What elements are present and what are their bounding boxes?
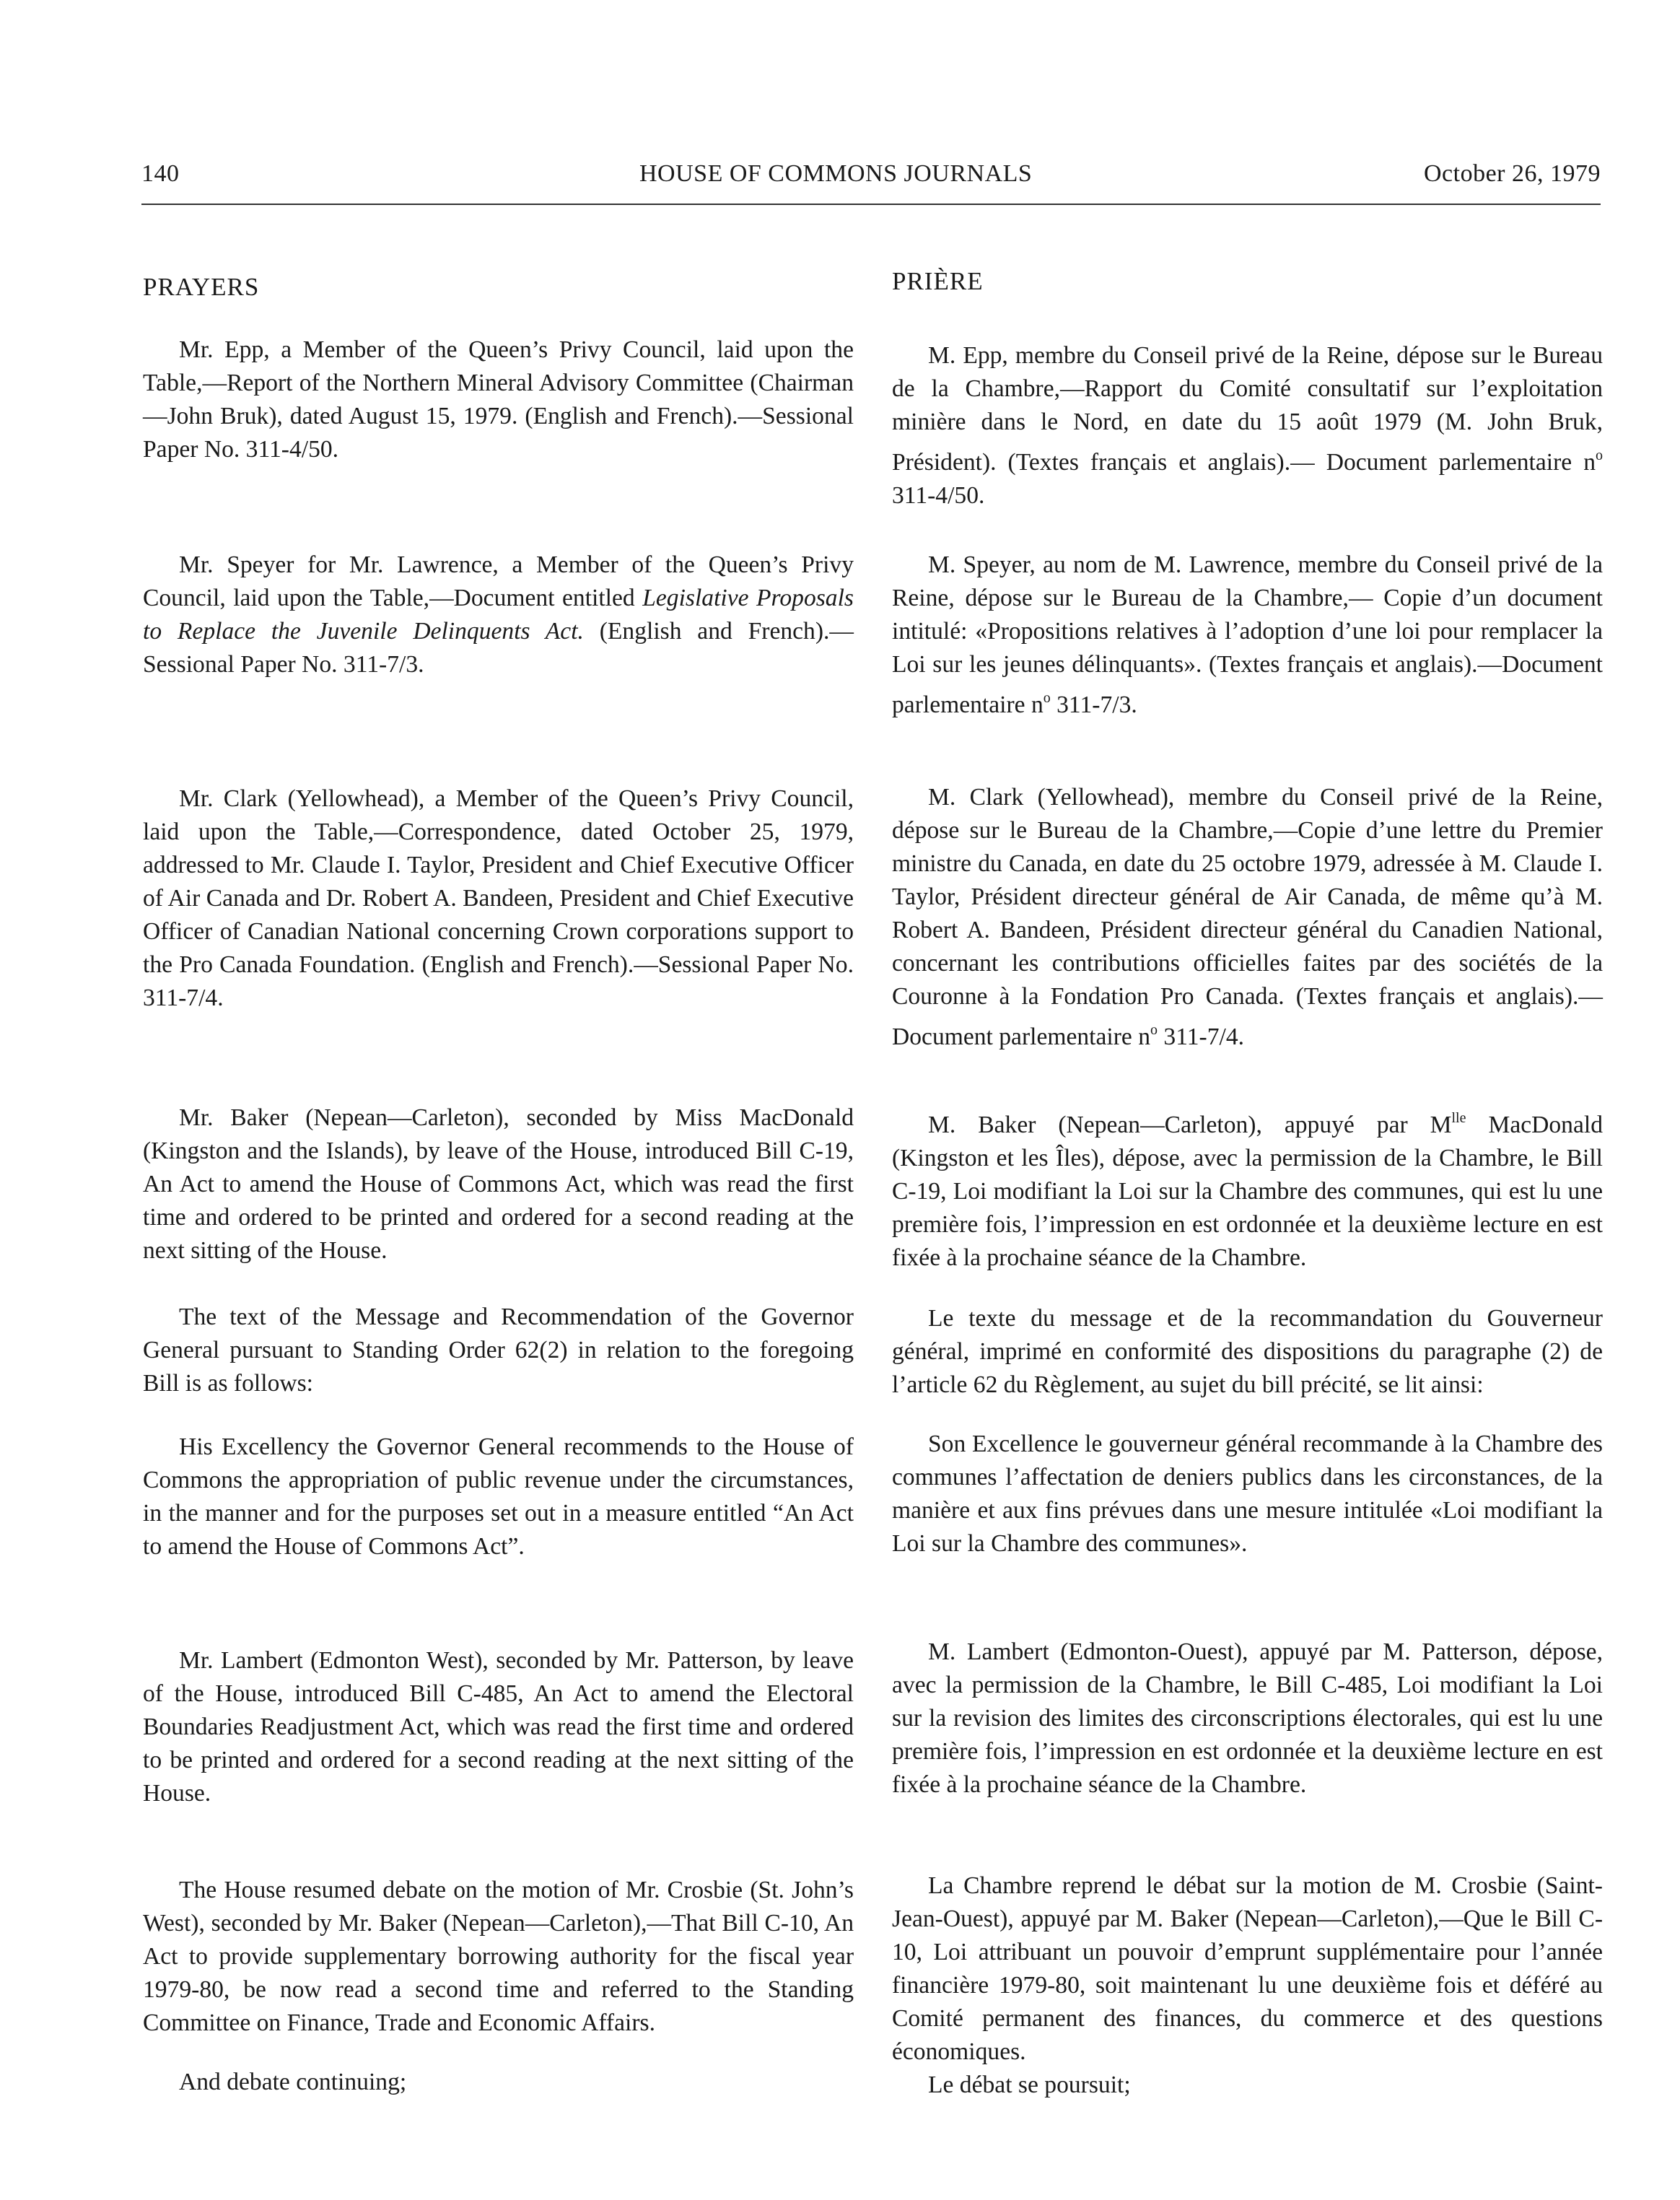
epp-fr-superscript: o (1596, 448, 1603, 463)
speyer-en-document-title: Legislative Proposals to Replace the Juvenile Delinquents Act. (143, 585, 854, 645)
entry-speyer-fr (892, 549, 1603, 722)
baker-fr-text-b: MacDonald (Kingston et les Îles), dépose, avec la permission de la Chambre, le Bill C-19, Loi modifiant la Loi sur la Chambre des communes, qui est lu une première fois, l’impression en est ordonnée et la deuxième lecture en est fixée à la prochaine séance de la Chambre. (892, 1112, 1603, 1271)
entry-clark-en: Mr. Clark (Yellowhead), a Member of the Queen’s Privy Council, laid upon the Table,—Correspondence, dated October 25, 1979, addressed to Mr. Claude I. Taylor, President and Chief Executive Officer of Air Canada and Dr. Robert A. Bandeen, President and Chief Executive Officer of Canadian National concerning Crown corporations support to the Pro Canada Foundation. (English and French).—Sessional Paper No. 311-7/4. (143, 785, 854, 1011)
debate-continuing-fr: Le débat se poursuit; (928, 2072, 1131, 2098)
entry-baker-fr (892, 1101, 1603, 1275)
entry-clark-fr (892, 781, 1603, 1054)
journal-title: HOUSE OF COMMONS JOURNALS (639, 160, 1033, 187)
epp-fr-text-b: 311-4/50. (892, 482, 985, 509)
baker-fr-text-a: M. Baker (Nepean—Carleton), appuyé par M (928, 1112, 1452, 1138)
heading-prayers: PRAYERS (143, 273, 260, 301)
entry-lambert-en: Mr. Lambert (Edmonton West), seconded by Mr. Patterson, by leave of the House, introduced Bill C-485, An Act to amend the Electoral Boundaries Readjustment Act, which was read the first time and ordered to be printed and ordered for a second reading at the next sitting of the House. (143, 1647, 854, 1807)
heading-priere: PRIÈRE (892, 267, 984, 295)
speyer-fr-text-b: 311-7/3. (1050, 691, 1137, 718)
message-text-en: His Excellency the Governor General recommends to the House of Commons the appropriation of public revenue under the circumstances, in the manner and for the purposes set out in a measure entitled “An Act to amend the House of Commons Act”. (143, 1433, 854, 1560)
speyer-fr-superscript: o (1043, 690, 1051, 706)
baker-fr-superscript: lle (1451, 1110, 1466, 1126)
entry-lambert-fr: M. Lambert (Edmonton-Ouest), appuyé par M. Patterson, dépose, avec la permission de la Chambre, le Bill C-485, Loi modifiant la Loi sur la revision des limites des circonscriptions électorales, qui est lu une première fois, l’impression en est ordonnée et la deuxième lecture en est fixée à la prochaine séance de la Chambre. (892, 1638, 1603, 1798)
clark-fr-text-a: M. Clark (Yellowhead), membre du Conseil privé de la Reine, dépose sur le Bureau de la Chambre,—Copie d’une lettre du Premier ministre du Canada, en date du 25 octobre 1979, adressée à M. Claude I. Taylor, Président directeur général de Air Canada, de même qu’à M. Robert A. Bandeen, Président directeur général du Canadien National, concernant les contributions officielles faites par des sociétés de la Couronne à la Fondation Pro Canada. (Textes français et anglais).—Document parlementaire n (892, 784, 1603, 1050)
entry-baker-en: Mr. Baker (Nepean—Carleton), seconded by Miss MacDonald (Kingston and the Islands), by leave of the House, introduced Bill C-19, An Act to amend the House of Commons Act, which was read the first time and ordered to be printed and ordered for a second reading at the next sitting of the House. (143, 1104, 854, 1264)
message-intro-fr: Le texte du message et de la recommandation du Gouverneur général, imprimé en conformité des dispositions du paragraphe (2) de l’article 62 du Règlement, au sujet du bill précité, se lit ainsi: (892, 1305, 1603, 1398)
entry-speyer-en (143, 549, 854, 681)
page-header (141, 160, 1601, 205)
entry-epp-fr (892, 339, 1603, 512)
journal-date: October 26, 1979 (1423, 160, 1601, 187)
speyer-en-text-a: Mr. Speyer for Mr. Lawrence, a Member of the Queen’s Privy Council, laid upon the Table,—Document entitled (143, 551, 854, 611)
clark-fr-superscript: o (1150, 1022, 1158, 1038)
message-intro-en: The text of the Message and Recommendation of the Governor General pursuant to Standing Order 62(2) in relation to the foregoing Bill is as follows: (143, 1304, 854, 1397)
entry-debate-en: The House resumed debate on the motion of Mr. Crosbie (St. John’s West), seconded by Mr. Baker (Nepean—Carleton),—That Bill C-10, An Act to provide supplementary borrowing authority for the fiscal year 1979-80, be now read a second time and referred to the Standing Committee on Finance, Trade and Economic Affairs. (143, 1877, 854, 2036)
entry-epp-en: Mr. Epp, a Member of the Queen’s Privy Council, laid upon the Table,—Report of the Northern Mineral Advisory Committee (Chairman—John Bruk), dated August 15, 1979. (English and French).—Sessional Paper No. 311-4/50. (143, 336, 854, 463)
message-text-fr: Son Excellence le gouverneur général recommande à la Chambre des communes l’affectation de deniers publics dans les circonstances, de la manière et aux fins prévues dans une mesure intitulée «Loi modifiant la Loi sur la Chambre des communes». (892, 1431, 1603, 1557)
clark-fr-text-b: 311-7/4. (1158, 1023, 1245, 1050)
speyer-fr-text-a: M. Speyer, au nom de M. Lawrence, membre du Conseil privé de la Reine, dépose sur le Bureau de la Chambre,— Copie d’un document intitulé: «Propositions relatives à l’adoption d’une loi pour remplacer la Loi sur les jeunes délinquants». (Textes français et anglais).—Document parlementaire n (892, 551, 1603, 718)
debate-continuing-en: And debate continuing; (179, 2069, 407, 2095)
entry-debate-fr: La Chambre reprend le débat sur la motion de M. Crosbie (Saint-Jean-Ouest), appuyé par M. Baker (Nepean—Carleton),—Que le Bill C-10, Loi attribuant un pouvoir d’emprunt supplémentaire pour l’année financière 1979-80, soit maintenant lu une deuxième fois et déféré au Comité permanent des finances, du commerce et des questions économiques. (892, 1872, 1603, 2065)
epp-fr-text-a: M. Epp, membre du Conseil privé de la Reine, dépose sur le Bureau de la Chambre,—Rapport du Comité consultatif sur l’exploitation minière dans le Nord, en date du 15 août 1979 (M. John Bruk, Président). (Textes français et anglais).— Document parlementaire n (892, 342, 1603, 476)
page-number: 140 (141, 160, 180, 187)
speyer-en-text-b: (English and French).—Sessional Paper No. 311-7/3. (143, 618, 854, 678)
